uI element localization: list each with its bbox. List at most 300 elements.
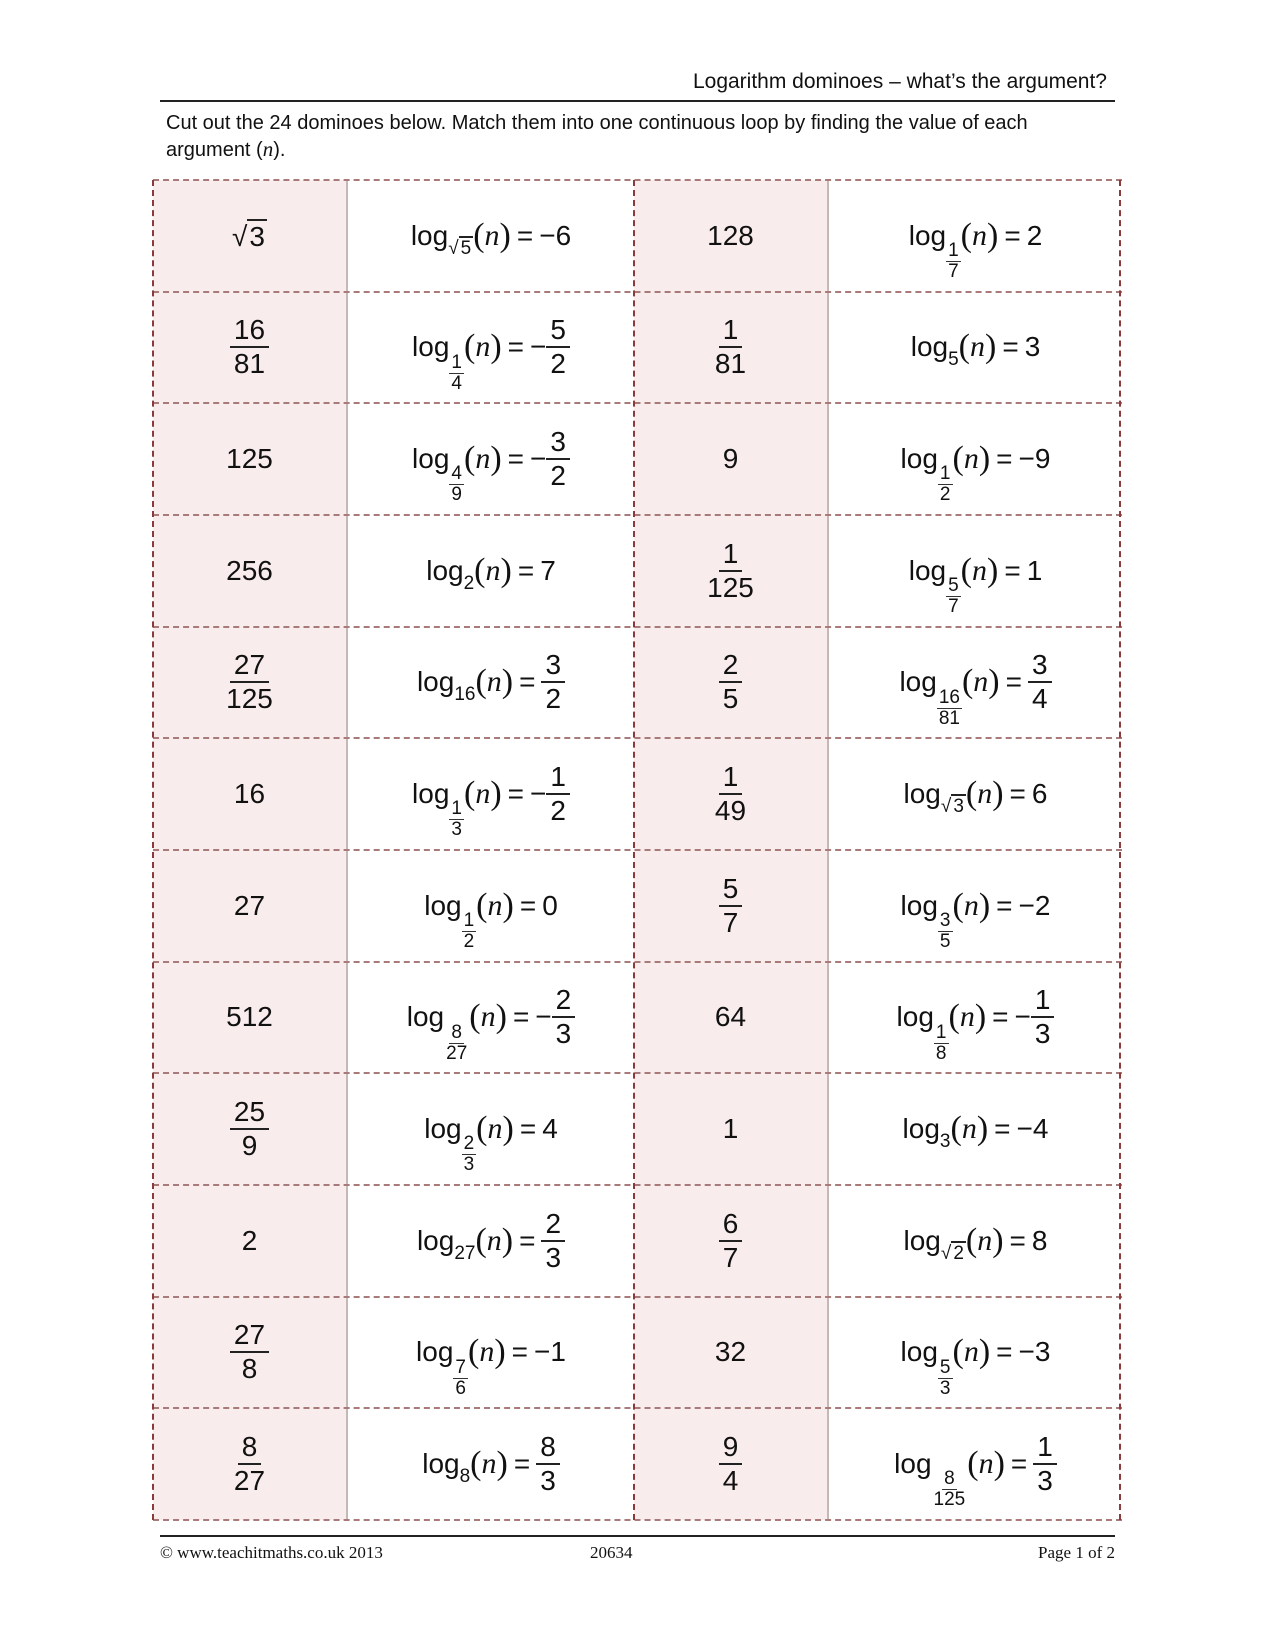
log-equation bbox=[908, 216, 1043, 282]
base-fraction bbox=[938, 911, 953, 952]
cut-line-horizontal bbox=[153, 1296, 1122, 1298]
left-paren: ( bbox=[475, 1221, 487, 1259]
domino-value bbox=[634, 962, 827, 1074]
equals-sign: = bbox=[519, 1224, 536, 1256]
minus-sign: − bbox=[1014, 1001, 1031, 1033]
value-fraction bbox=[230, 1319, 269, 1385]
right-paren: ) bbox=[992, 775, 1004, 813]
domino-equation bbox=[346, 180, 634, 292]
log-base bbox=[462, 911, 477, 952]
log-word: log bbox=[910, 331, 949, 363]
domino bbox=[153, 1073, 634, 1185]
base-fraction bbox=[444, 1023, 469, 1064]
footer-page-number: Page 1 of 2 bbox=[1038, 1543, 1115, 1562]
log-base bbox=[946, 241, 961, 282]
value-fraction bbox=[711, 761, 750, 827]
argument-n: n bbox=[973, 665, 989, 699]
rhs-denominator: 3 bbox=[540, 1465, 556, 1497]
rhs-number: 9 bbox=[1034, 443, 1051, 475]
log-equation bbox=[894, 1430, 1057, 1511]
base-numerator: 1 bbox=[451, 798, 462, 820]
domino-value bbox=[634, 180, 827, 292]
rhs-numerator: 2 bbox=[552, 984, 576, 1018]
log-word: log bbox=[406, 1001, 445, 1033]
domino-equation bbox=[827, 850, 1122, 962]
log-base bbox=[454, 1243, 475, 1265]
argument-n: n bbox=[485, 553, 501, 587]
domino bbox=[634, 627, 1122, 739]
domino-grid bbox=[153, 180, 1122, 1520]
log-base bbox=[932, 1469, 968, 1510]
page-footer bbox=[160, 1535, 1115, 1569]
domino bbox=[153, 515, 634, 627]
rhs-number: 4 bbox=[542, 1113, 558, 1145]
domino-equation bbox=[827, 738, 1122, 850]
domino-value bbox=[153, 403, 346, 515]
log-base bbox=[449, 799, 464, 840]
base-radicand: 3 bbox=[953, 796, 964, 818]
rhs-number: 6 bbox=[555, 219, 572, 251]
base-numerator: 7 bbox=[455, 1356, 466, 1378]
equals-sign: = bbox=[1004, 554, 1021, 586]
domino-value bbox=[153, 627, 346, 739]
argument-n: n bbox=[475, 330, 491, 364]
value-fraction bbox=[719, 649, 743, 715]
domino-value bbox=[153, 292, 346, 404]
argument-n: n bbox=[487, 888, 503, 922]
instructions-text: Cut out the 24 dominoes below. Match them into one continuous loop by finding the value of each argument ( bbox=[166, 112, 1028, 161]
right-paren: ) bbox=[490, 440, 502, 478]
domino-equation bbox=[346, 292, 634, 404]
equals-sign: = bbox=[994, 1113, 1011, 1145]
argument-n: n bbox=[977, 1223, 993, 1257]
value-denominator: 49 bbox=[714, 795, 747, 827]
domino-equation bbox=[346, 1408, 634, 1520]
equals-sign: = bbox=[1010, 1448, 1028, 1480]
domino bbox=[634, 850, 1122, 962]
base-numerator: 3 bbox=[939, 909, 951, 931]
base-number: 27 bbox=[454, 1242, 476, 1264]
left-paren: ( bbox=[474, 551, 486, 589]
equals-sign: = bbox=[517, 554, 535, 586]
log-word: log bbox=[900, 1336, 938, 1368]
value-fraction bbox=[719, 873, 743, 939]
rhs-number: 1 bbox=[550, 1336, 566, 1368]
log-equation bbox=[900, 1333, 1051, 1399]
rhs-number: 4 bbox=[1032, 1113, 1049, 1145]
domino-equation bbox=[346, 850, 634, 962]
rhs-numerator: 8 bbox=[536, 1431, 560, 1465]
domino-value bbox=[634, 738, 827, 850]
domino-value bbox=[634, 627, 827, 739]
cut-line-horizontal bbox=[153, 402, 1122, 404]
log-equation bbox=[417, 1208, 565, 1274]
log-expression bbox=[899, 666, 962, 729]
value-numerator: 25 bbox=[230, 1096, 269, 1130]
log-word: log bbox=[416, 1224, 455, 1256]
domino-value bbox=[634, 515, 827, 627]
log-base bbox=[948, 349, 959, 371]
base-denominator: 7 bbox=[948, 595, 959, 617]
rhs-denominator: 2 bbox=[550, 348, 566, 380]
right-paren: ) bbox=[974, 998, 987, 1036]
rhs-number: 3 bbox=[1024, 331, 1041, 363]
rhs-denominator: 4 bbox=[1031, 683, 1048, 715]
equals-sign: = bbox=[1009, 778, 1026, 810]
value-numerator: 2 bbox=[719, 649, 743, 683]
domino bbox=[153, 962, 634, 1074]
log-word: log bbox=[908, 554, 947, 586]
minus-sign: − bbox=[1016, 1113, 1033, 1145]
value-numerator: 9 bbox=[719, 1431, 743, 1465]
cut-line-horizontal bbox=[153, 1184, 1122, 1186]
argument-n: n bbox=[963, 1335, 979, 1369]
right-paren: ) bbox=[495, 998, 507, 1036]
log-equation bbox=[903, 775, 1048, 818]
equals-sign: = bbox=[513, 1448, 531, 1480]
domino-value bbox=[153, 180, 346, 292]
log-equation bbox=[910, 328, 1041, 371]
value-number: 512 bbox=[226, 1001, 273, 1033]
base-fraction bbox=[934, 1023, 949, 1064]
log-expression bbox=[410, 219, 473, 259]
base-fraction bbox=[946, 241, 961, 282]
log-expression bbox=[416, 666, 476, 706]
left-paren: ( bbox=[958, 328, 970, 366]
domino-equation bbox=[346, 1073, 634, 1185]
base-fraction bbox=[449, 799, 464, 840]
domino-equation bbox=[827, 292, 1122, 404]
minus-sign: − bbox=[530, 331, 547, 363]
domino bbox=[634, 403, 1122, 515]
log-base bbox=[941, 794, 966, 818]
right-paren: ) bbox=[499, 216, 511, 254]
value-fraction bbox=[230, 1096, 269, 1162]
log-word: log bbox=[903, 778, 941, 810]
log-word: log bbox=[416, 1336, 454, 1368]
domino-value bbox=[153, 962, 346, 1074]
base-number: 5 bbox=[948, 349, 959, 371]
rhs-number: 7 bbox=[540, 554, 556, 586]
domino bbox=[153, 1185, 634, 1297]
base-denominator: 9 bbox=[451, 484, 462, 506]
domino-equation bbox=[827, 1073, 1122, 1185]
left-paren: ( bbox=[476, 1110, 488, 1148]
equals-sign: = bbox=[519, 666, 536, 698]
domino-equation bbox=[346, 627, 634, 739]
cut-line-horizontal bbox=[153, 179, 1122, 181]
left-paren: ( bbox=[961, 663, 974, 701]
cut-line-horizontal bbox=[153, 849, 1122, 851]
right-paren: ) bbox=[978, 440, 991, 478]
cut-line-horizontal bbox=[153, 626, 1122, 628]
domino-value bbox=[153, 1073, 346, 1185]
base-numerator: 1 bbox=[451, 351, 462, 373]
right-paren: ) bbox=[501, 1221, 514, 1259]
log-word: log bbox=[902, 1113, 940, 1145]
base-denominator: 5 bbox=[939, 930, 951, 952]
value-numerator: 6 bbox=[719, 1208, 743, 1242]
rhs-fraction bbox=[536, 1431, 560, 1497]
left-paren: ( bbox=[464, 775, 476, 813]
domino bbox=[634, 1073, 1122, 1185]
minus-sign: − bbox=[530, 443, 547, 475]
log-equation bbox=[410, 216, 572, 259]
base-sqrt bbox=[941, 1241, 966, 1265]
log-expression bbox=[424, 1113, 476, 1176]
cut-line-horizontal bbox=[153, 737, 1122, 739]
value-denominator: 8 bbox=[241, 1353, 258, 1385]
domino bbox=[153, 1297, 634, 1409]
right-paren: ) bbox=[500, 551, 512, 589]
log-equation bbox=[412, 760, 570, 841]
rhs-number: 1 bbox=[1026, 554, 1043, 586]
base-number: 8 bbox=[459, 1466, 471, 1488]
rhs-denominator: 2 bbox=[550, 460, 566, 492]
base-numerator: 5 bbox=[939, 1356, 951, 1378]
cut-line-vertical bbox=[152, 180, 154, 1520]
log-expression bbox=[896, 1001, 949, 1064]
value-number: 256 bbox=[226, 554, 273, 586]
base-sqrt bbox=[941, 794, 966, 818]
log-expression bbox=[426, 554, 475, 594]
rhs-fraction bbox=[1031, 984, 1055, 1050]
log-base bbox=[946, 576, 961, 617]
footer-code: 20634 bbox=[590, 1543, 633, 1562]
log-word: log bbox=[412, 443, 450, 475]
log-equation bbox=[406, 984, 575, 1064]
log-word: log bbox=[424, 889, 462, 921]
rhs-number: 6 bbox=[1031, 778, 1048, 810]
right-paren: ) bbox=[490, 328, 502, 366]
log-equation bbox=[902, 1110, 1049, 1153]
base-numerator: 1 bbox=[935, 1021, 947, 1043]
rhs-denominator: 3 bbox=[1037, 1465, 1053, 1497]
log-word: log bbox=[894, 1448, 932, 1480]
domino-value bbox=[153, 1185, 346, 1297]
left-paren: ( bbox=[967, 1445, 979, 1483]
argument-n: n bbox=[480, 1000, 496, 1034]
left-paren: ( bbox=[476, 886, 488, 924]
domino-value bbox=[153, 738, 346, 850]
equals-sign: = bbox=[519, 1113, 537, 1145]
domino bbox=[634, 1185, 1122, 1297]
left-paren: ( bbox=[952, 1333, 964, 1371]
value-denominator: 9 bbox=[241, 1130, 258, 1162]
base-numerator: 5 bbox=[948, 574, 959, 596]
value-radicand: 3 bbox=[249, 220, 265, 252]
domino-value bbox=[634, 1408, 827, 1520]
argument-n: n bbox=[486, 1223, 502, 1257]
right-paren: ) bbox=[496, 1445, 508, 1483]
rhs-denominator: 3 bbox=[555, 1018, 572, 1050]
domino-value bbox=[153, 515, 346, 627]
value-denominator: 81 bbox=[714, 348, 747, 380]
equals-sign: = bbox=[996, 1336, 1013, 1368]
cut-line-horizontal bbox=[153, 1072, 1122, 1074]
value-fraction bbox=[222, 649, 277, 715]
log-word: log bbox=[422, 1448, 460, 1480]
value-number: 1 bbox=[722, 1113, 739, 1145]
argument-n: n bbox=[479, 1335, 495, 1369]
log-base bbox=[941, 1241, 966, 1265]
value-numerator: 1 bbox=[719, 761, 743, 795]
equals-sign: = bbox=[512, 1001, 530, 1033]
value-number: 64 bbox=[714, 1001, 747, 1033]
log-base bbox=[453, 1358, 468, 1399]
log-word: log bbox=[899, 666, 937, 698]
value-number: 125 bbox=[226, 443, 273, 475]
log-equation bbox=[412, 314, 570, 394]
equals-sign: = bbox=[1002, 331, 1019, 363]
rhs-fraction bbox=[546, 314, 570, 380]
base-denominator: 2 bbox=[939, 484, 951, 506]
base-fraction bbox=[932, 1469, 968, 1510]
rhs-fraction bbox=[552, 984, 576, 1050]
equals-sign: = bbox=[507, 443, 525, 475]
value-number: 128 bbox=[707, 219, 754, 251]
domino-value bbox=[634, 1185, 827, 1297]
cut-line-vertical bbox=[633, 180, 635, 1520]
base-numerator: 2 bbox=[463, 1133, 475, 1155]
equals-sign: = bbox=[996, 443, 1013, 475]
value-number: 16 bbox=[233, 778, 266, 810]
domino-equation bbox=[827, 515, 1122, 627]
domino-value bbox=[634, 1073, 827, 1185]
right-paren: ) bbox=[993, 1445, 1005, 1483]
left-paren: ( bbox=[950, 1110, 962, 1148]
cut-line-horizontal bbox=[153, 1519, 1122, 1521]
domino-value bbox=[634, 1297, 827, 1409]
log-base bbox=[444, 1023, 469, 1064]
value-fraction bbox=[719, 1431, 743, 1497]
domino bbox=[153, 403, 634, 515]
rhs-fraction bbox=[1028, 649, 1052, 715]
argument-n: n bbox=[475, 777, 491, 811]
base-denominator: 3 bbox=[451, 819, 462, 841]
right-paren: ) bbox=[978, 886, 991, 924]
rhs-numerator: 3 bbox=[546, 426, 570, 460]
rhs-numerator: 1 bbox=[1031, 984, 1055, 1018]
domino bbox=[153, 850, 634, 962]
argument-n: n bbox=[977, 777, 993, 811]
rhs-numerator: 1 bbox=[546, 761, 570, 795]
base-fraction bbox=[449, 464, 464, 505]
left-paren: ( bbox=[468, 1333, 480, 1371]
base-radical-sign: √ bbox=[448, 237, 459, 259]
log-expression bbox=[412, 443, 464, 506]
log-word: log bbox=[412, 778, 450, 810]
log-expression bbox=[900, 443, 953, 506]
value-denominator: 7 bbox=[722, 1241, 739, 1273]
left-paren: ( bbox=[469, 998, 481, 1036]
minus-sign: − bbox=[534, 1336, 551, 1368]
left-paren: ( bbox=[473, 216, 485, 254]
log-base bbox=[938, 911, 953, 952]
rhs-denominator: 2 bbox=[550, 795, 566, 827]
base-numerator: 8 bbox=[944, 1468, 955, 1490]
rhs-fraction bbox=[546, 761, 570, 827]
log-expression bbox=[902, 1113, 951, 1153]
rhs-number: 2 bbox=[1034, 889, 1051, 921]
rhs-fraction bbox=[546, 426, 570, 492]
value-numerator: 27 bbox=[230, 1319, 269, 1353]
argument-n: n bbox=[963, 442, 979, 476]
value-numerator: 27 bbox=[230, 649, 269, 683]
log-expression bbox=[406, 1001, 470, 1064]
left-paren: ( bbox=[960, 551, 972, 589]
domino-value bbox=[634, 292, 827, 404]
argument-n: n bbox=[484, 218, 500, 252]
base-denominator: 7 bbox=[948, 260, 959, 282]
left-paren: ( bbox=[470, 1445, 482, 1483]
base-denominator: 8 bbox=[935, 1042, 947, 1064]
log-expression bbox=[416, 1224, 476, 1264]
minus-sign: − bbox=[535, 1001, 552, 1033]
base-denominator: 3 bbox=[939, 1377, 951, 1399]
argument-n: n bbox=[972, 218, 987, 252]
argument-n: n bbox=[481, 1447, 497, 1481]
base-fraction bbox=[453, 1358, 468, 1399]
log-expression bbox=[900, 889, 953, 952]
log-base bbox=[462, 1134, 477, 1175]
log-word: log bbox=[410, 219, 449, 251]
right-paren: ) bbox=[978, 1333, 991, 1371]
value-denominator: 7 bbox=[722, 906, 739, 938]
value-denominator: 125 bbox=[707, 571, 754, 603]
base-radicand: 2 bbox=[953, 1242, 964, 1264]
instructions-end: ). bbox=[273, 139, 286, 161]
log-base bbox=[938, 464, 953, 505]
left-paren: ( bbox=[464, 440, 476, 478]
value-denominator: 27 bbox=[233, 1465, 266, 1497]
cut-line-horizontal bbox=[153, 291, 1122, 293]
log-equation bbox=[900, 440, 1051, 506]
domino bbox=[153, 738, 634, 850]
log-expression bbox=[900, 1336, 953, 1399]
log-equation bbox=[900, 886, 1051, 952]
base-numerator: 1 bbox=[463, 909, 475, 931]
right-paren: ) bbox=[490, 775, 502, 813]
log-equation bbox=[896, 984, 1055, 1064]
equals-sign: = bbox=[516, 219, 534, 251]
equals-sign: = bbox=[1009, 1224, 1026, 1256]
log-equation bbox=[417, 649, 565, 715]
domino-equation bbox=[346, 515, 634, 627]
log-equation bbox=[424, 1110, 558, 1176]
base-fraction bbox=[946, 576, 961, 617]
base-fraction bbox=[938, 464, 953, 505]
left-paren: ( bbox=[952, 440, 964, 478]
domino bbox=[634, 515, 1122, 627]
rhs-numerator: 3 bbox=[1028, 649, 1052, 683]
domino bbox=[634, 292, 1122, 404]
log-expression bbox=[908, 554, 961, 617]
right-paren: ) bbox=[502, 886, 514, 924]
value-fraction bbox=[230, 1431, 269, 1497]
right-paren: ) bbox=[985, 328, 997, 366]
domino-equation bbox=[346, 962, 634, 1074]
value-denominator: 81 bbox=[233, 348, 266, 380]
value-denominator: 4 bbox=[722, 1465, 739, 1497]
footer-copyright: © www.teachitmaths.co.uk 2013 bbox=[160, 1543, 383, 1562]
domino-equation bbox=[346, 1185, 634, 1297]
log-equation bbox=[422, 1431, 560, 1497]
domino-equation bbox=[827, 1185, 1122, 1297]
base-fraction bbox=[937, 688, 962, 729]
right-paren: ) bbox=[494, 1333, 506, 1371]
log-word: log bbox=[900, 443, 938, 475]
